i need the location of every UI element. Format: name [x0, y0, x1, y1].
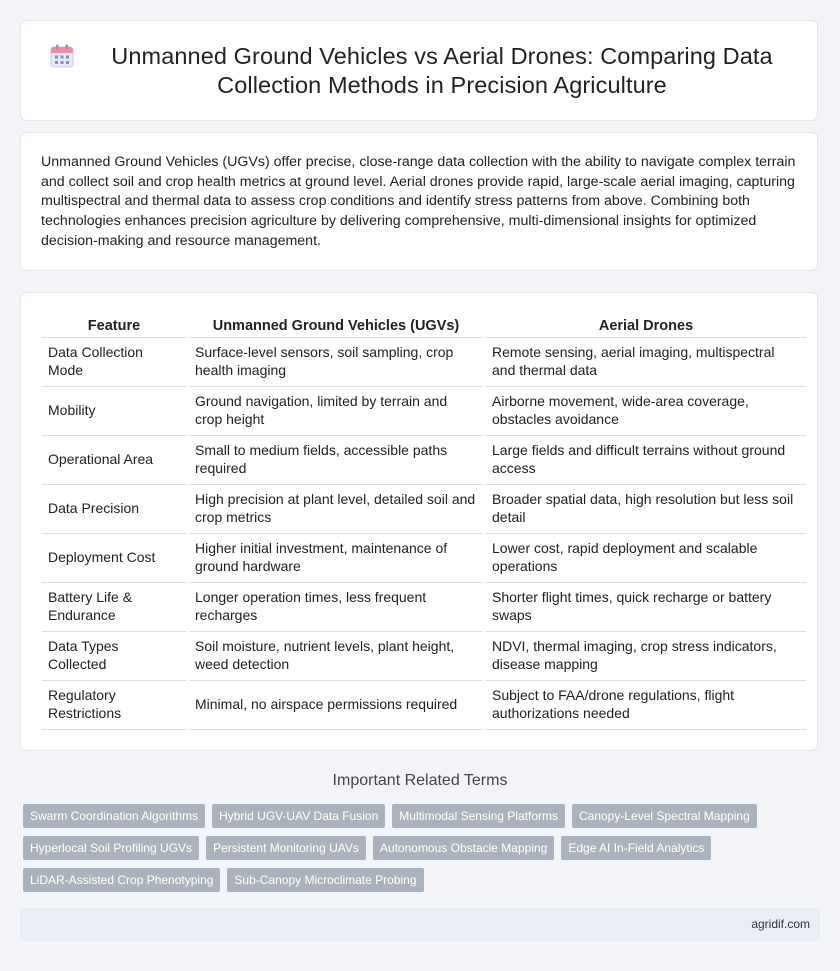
related-term-tag[interactable]: Canopy-Level Spectral Mapping: [572, 804, 757, 828]
related-terms-heading: Important Related Terms: [332, 772, 508, 789]
summary-card: [20, 132, 818, 271]
related-term-tag[interactable]: Autonomous Obstacle Mapping: [373, 836, 554, 860]
summary-paragraph: Unmanned Ground Vehicles (UGVs) offer precise, close-range data collection with the ability to navigate complex terrain and collect soil and crop health metrics at ground level. Aerial drones provide rapid, large-scale aerial imaging, capturing multispectral and thermal data to assess crop conditions and identify stress patterns from above. Combining both technologies enhances precision agriculture by delivering comprehensive, multi-dimensional insights for optimized decision-making and resource management.: [41, 154, 796, 249]
related-term-tag[interactable]: Hyperlocal Soil Profiling UGVs: [23, 836, 199, 860]
ugv-cell: Minimal, no airspace permissions required: [189, 681, 483, 730]
table-row: [42, 681, 806, 730]
header-ugv: Unmanned Ground Vehicles (UGVs): [189, 313, 483, 338]
drone-cell: Broader spatial data, high resolution but less soil detail: [486, 485, 806, 534]
ugv-cell: Higher initial investment, maintenance of ground hardware: [189, 534, 483, 583]
related-term-tag[interactable]: Multimodal Sensing Platforms: [392, 804, 565, 828]
related-terms-tags: [23, 804, 823, 900]
ugv-cell: High precision at plant level, detailed soil and crop metrics: [189, 485, 483, 534]
feature-cell: Deployment Cost: [42, 534, 186, 583]
ugv-cell: Soil moisture, nutrient levels, plant height, weed detection: [189, 632, 483, 681]
feature-cell: Battery Life & Endurance: [42, 583, 186, 632]
header-feature: Feature: [42, 313, 186, 338]
table-row: [42, 436, 806, 485]
ugv-cell: Longer operation times, less frequent recharges: [189, 583, 483, 632]
table-row: [42, 338, 806, 387]
feature-cell: Regulatory Restrictions: [42, 681, 186, 730]
related-term-tag[interactable]: Edge AI In-Field Analytics: [561, 836, 711, 860]
table-row: [42, 632, 806, 681]
feature-cell: Data Collection Mode: [42, 338, 186, 387]
ugv-cell: Surface-level sensors, soil sampling, crop health imaging: [189, 338, 483, 387]
feature-cell: Data Precision: [42, 485, 186, 534]
related-term-tag[interactable]: Swarm Coordination Algorithms: [23, 804, 205, 828]
page-title: Unmanned Ground Vehicles vs Aerial Drones: Comparing Data Collection Methods in Precision Agriculture: [111, 42, 773, 98]
related-term-tag[interactable]: Persistent Monitoring UAVs: [206, 836, 366, 860]
related-term-tag[interactable]: LiDAR-Assisted Crop Phenotyping: [23, 868, 220, 892]
table-row: [42, 485, 806, 534]
drone-cell: Subject to FAA/drone regulations, flight authorizations needed: [486, 681, 806, 730]
feature-cell: Operational Area: [42, 436, 186, 485]
drone-cell: Shorter flight times, quick recharge or battery swaps: [486, 583, 806, 632]
table-row: [42, 583, 806, 632]
footer: [20, 908, 820, 941]
feature-cell: Mobility: [42, 387, 186, 436]
related-term-tag[interactable]: Hybrid UGV-UAV Data Fusion: [212, 804, 385, 828]
footer-site-link[interactable]: agridif.com: [751, 917, 810, 931]
related-term-tag[interactable]: Sub-Canopy Microclimate Probing: [227, 868, 423, 892]
calendar-icon: [49, 43, 75, 69]
drone-cell: NDVI, thermal imaging, crop stress indicators, disease mapping: [486, 632, 806, 681]
table-header-row: [42, 313, 806, 338]
ugv-cell: Ground navigation, limited by terrain and crop height: [189, 387, 483, 436]
drone-cell: Large fields and difficult terrains without ground access: [486, 436, 806, 485]
title-wrap: [49, 42, 789, 100]
table-row: [42, 387, 806, 436]
title-card: [20, 20, 818, 121]
table-row: [42, 534, 806, 583]
ugv-cell: Small to medium fields, accessible paths required: [189, 436, 483, 485]
comparison-table: [39, 313, 809, 730]
drone-cell: Airborne movement, wide-area coverage, obstacles avoidance: [486, 387, 806, 436]
drone-cell: Remote sensing, aerial imaging, multispectral and thermal data: [486, 338, 806, 387]
comparison-table-card: [20, 292, 818, 751]
header-drones: Aerial Drones: [486, 313, 806, 338]
feature-cell: Data Types Collected: [42, 632, 186, 681]
drone-cell: Lower cost, rapid deployment and scalable operations: [486, 534, 806, 583]
